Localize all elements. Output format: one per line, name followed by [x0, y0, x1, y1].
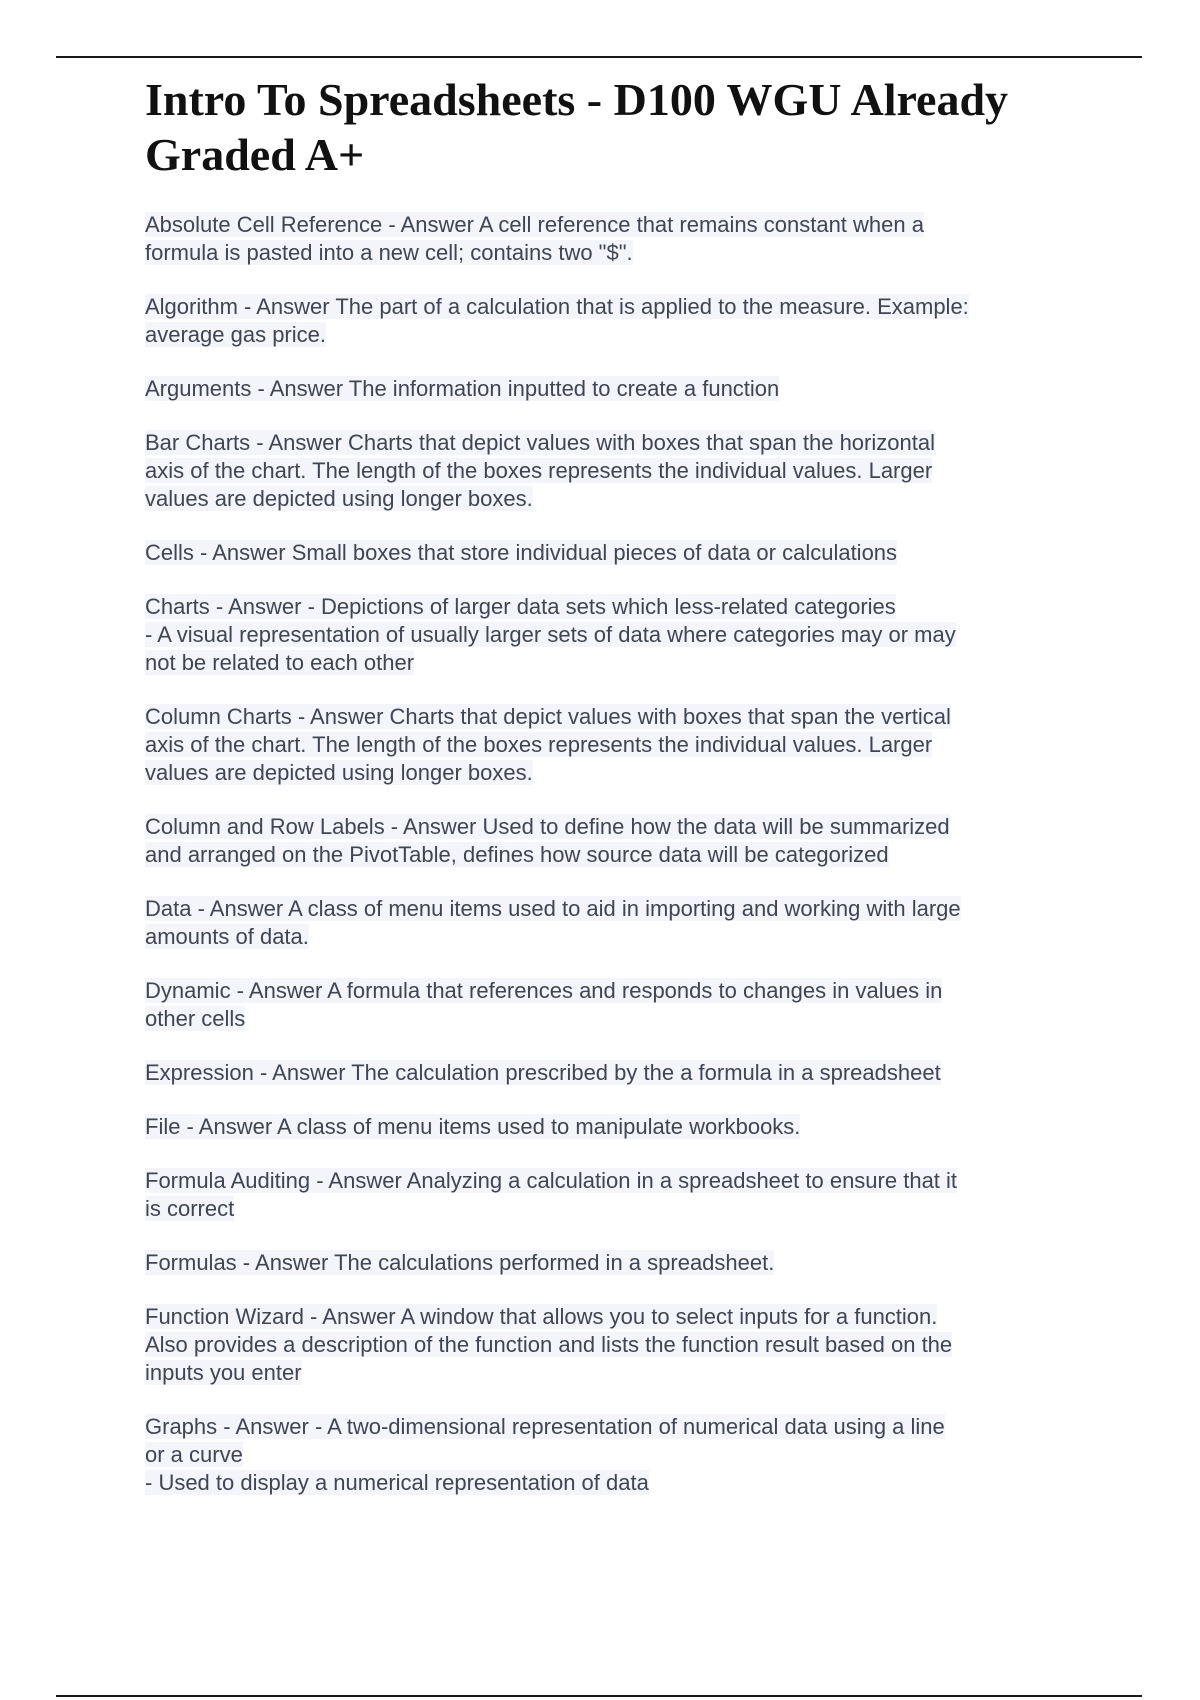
entry-text: Arguments - Answer The information inputted to create a function: [145, 376, 780, 401]
document-title: Intro To Spreadsheets - D100 WGU Already Graded A+: [145, 74, 1009, 180]
top-divider: [56, 56, 1142, 58]
entry-text: Expression - Answer The calculation prescribed by the a formula in a spreadsheet: [145, 1060, 941, 1085]
entry-expression: [145, 1059, 1065, 1087]
entry-arguments: [145, 375, 1065, 403]
entry-charts: [145, 593, 1065, 677]
entry-text: Algorithm - Answer The part of a calculation that is applied to the measure. Example: average gas price.: [145, 294, 969, 347]
entry-text: Bar Charts - Answer Charts that depict values with boxes that span the horizontal axis of the chart. The length of the boxes represents the individual values. Larger values are depicted using longer boxes.: [145, 430, 935, 511]
entry-text: Data - Answer A class of menu items used to aid in importing and working with large amounts of data.: [145, 896, 961, 949]
entry-bar-charts: [145, 429, 1065, 513]
entry-text: Column and Row Labels - Answer Used to define how the data will be summarized and arranged on the PivotTable, defines how source data will be categorized: [145, 814, 950, 867]
entry-graphs: [145, 1413, 1065, 1497]
entry-cells: [145, 539, 1065, 567]
entry-algorithm: [145, 293, 1065, 349]
entry-text: Formulas - Answer The calculations performed in a spreadsheet.: [145, 1250, 775, 1275]
entry-absolute-cell-reference: [145, 211, 1065, 267]
entry-data: [145, 895, 1065, 951]
document-page: [145, 72, 1065, 1523]
entry-list: [145, 211, 1065, 1497]
entry-text: File - Answer A class of menu items used to manipulate workbooks.: [145, 1114, 801, 1139]
entry-text: Absolute Cell Reference - Answer A cell reference that remains constant when a formula is pasted into a new cell; contains two "$".: [145, 212, 924, 265]
entry-text: Graphs - Answer - A two-dimensional representation of numerical data using a line or a curve - Used to display a numerical representation of data: [145, 1414, 945, 1495]
entry-formula-auditing: [145, 1167, 1065, 1223]
entry-file: [145, 1113, 1065, 1141]
entry-dynamic: [145, 977, 1065, 1033]
entry-text: Dynamic - Answer A formula that references and responds to changes in values in other cells: [145, 978, 943, 1031]
entry-text: Cells - Answer Small boxes that store individual pieces of data or calculations: [145, 540, 898, 565]
entry-text: Charts - Answer - Depictions of larger data sets which less-related categories - A visual representation of usually larger sets of data where categories may or may not be related to each other: [145, 594, 956, 675]
entry-column-charts: [145, 703, 1065, 787]
entry-formulas: [145, 1249, 1065, 1277]
bottom-divider: [56, 1695, 1142, 1697]
entry-function-wizard: [145, 1303, 1065, 1387]
entry-column-and-row-labels: [145, 813, 1065, 869]
entry-text: Column Charts - Answer Charts that depict values with boxes that span the vertical axis of the chart. The length of the boxes represents the individual values. Larger values are depicted using longer boxes.: [145, 704, 951, 785]
entry-text: Function Wizard - Answer A window that allows you to select inputs for a function. Also provides a description of the function and lists the function result based on the inputs you enter: [145, 1304, 953, 1385]
entry-text: Formula Auditing - Answer Analyzing a calculation in a spreadsheet to ensure that it is correct: [145, 1168, 958, 1221]
